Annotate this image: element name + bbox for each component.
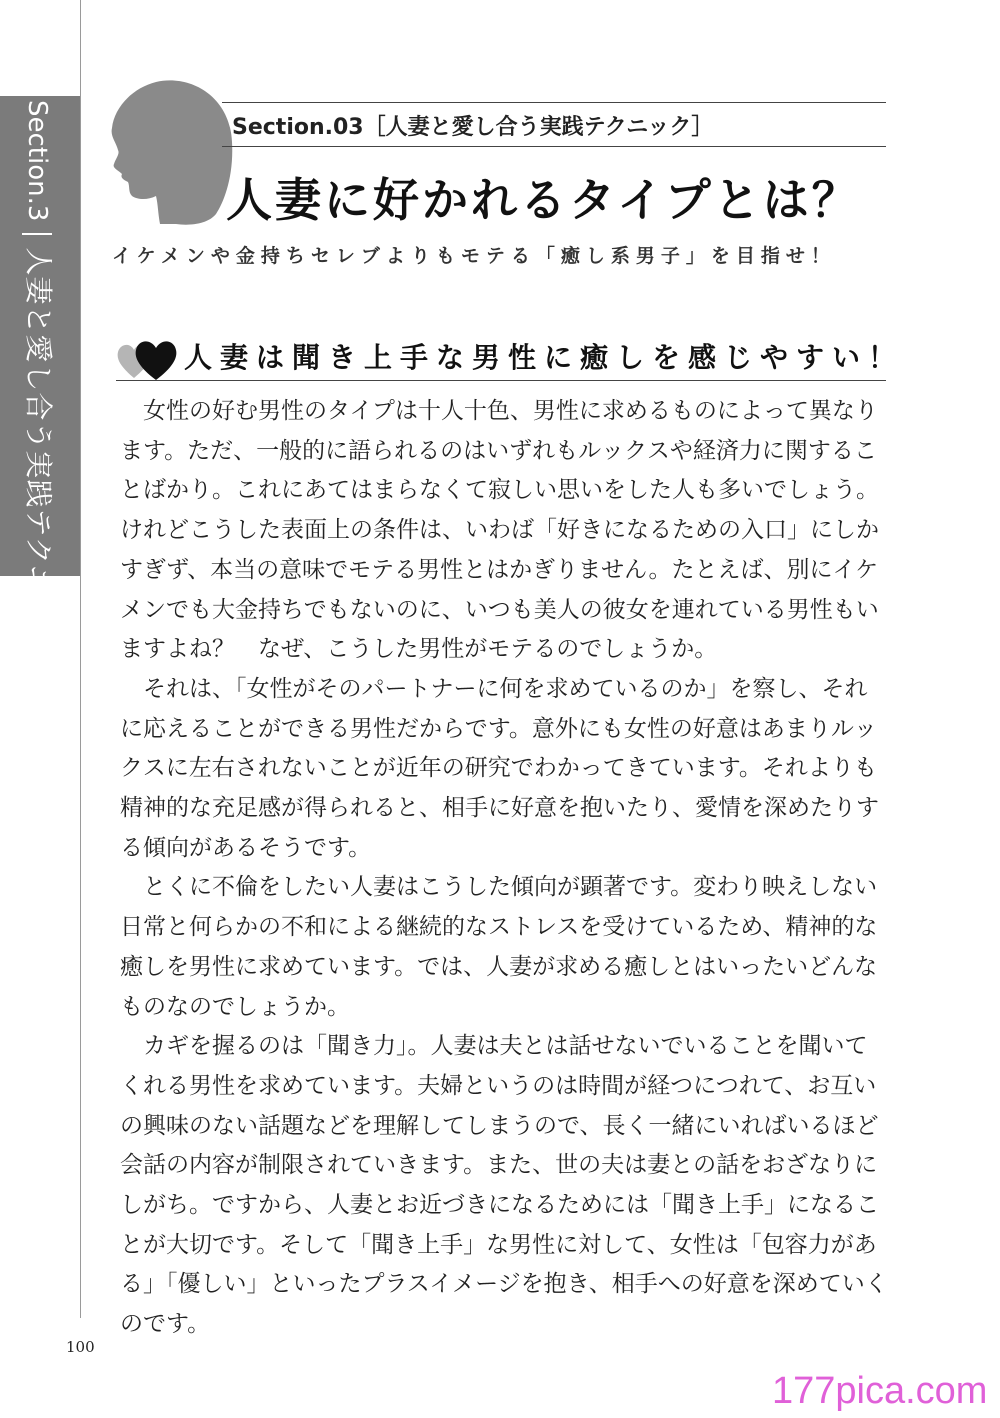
side-tab-title: 人妻と愛し合う実践テクニック bbox=[22, 247, 55, 651]
header-rule-top bbox=[222, 102, 886, 103]
paragraph: 女性の好む男性のタイプは十人十色、男性に求めるものによって異なります。ただ、一般的に語られるのはいずれもルックスや経済力に関することばかり。これにあてはまらなくて寂しい思いをした人も多いでしょう。けれどこうした表面上の条件は、いわば「好きになるための入口」にしかすぎず、本当の意味でモテる男性とはかぎりません。たとえば、別にイケメンでも大金持ちでもないのに、いつも美人の彼女を連れている男性もいますよね？ なぜ、こうした男性がモテるのでしょうか。 bbox=[120, 398, 879, 663]
side-tab-separator bbox=[22, 233, 52, 235]
side-tab-section: Section.3 bbox=[22, 100, 52, 222]
hearts-icon bbox=[116, 338, 180, 382]
margin-line bbox=[80, 0, 81, 1318]
page-number: 100 bbox=[66, 1338, 95, 1356]
heading-underline bbox=[116, 380, 886, 381]
side-tab-label bbox=[20, 100, 60, 651]
body-text bbox=[120, 392, 890, 1345]
watermark: 177pica.com bbox=[772, 1370, 988, 1412]
paragraph: とくに不倫をしたい人妻はこうした傾向が顕著です。変わり映えしない日常と何らかの不和による継続的なストレスを受けているため、精神的な癒しを男性に求めています。では、人妻が求める癒しとはいったいどんなものなのでしょうか。 bbox=[120, 874, 878, 1020]
section-heading: 人妻は聞き上手な男性に癒しを感じやすい！ bbox=[184, 341, 905, 374]
page-title: 人妻に好かれるタイプとは？ bbox=[226, 173, 861, 227]
paragraph: それは、「女性がそのパートナーに何を求めているのか」を察し、それに応えることができる男性だからです。意外にも女性の好意はあまりルックスに左右されないことが近年の研究でわかってきています。それよりも精神的な充足感が得られると、相手に好意を抱いたり、愛情を深めたりする傾向があるそうです。 bbox=[120, 675, 879, 861]
section-label: Section.03［人妻と愛し合う実践テクニック］ bbox=[232, 115, 714, 140]
paragraph: カギを握るのは「聞き力」。人妻は夫とは話せないでいることを聞いてくれる男性を求めています。夫婦というのは時間が経つにつれて、お互いの興味のない話題などを理解してしまうので、長く一緒にいればいるほど会話の内容が制限されていきます。また、世の夫は妻との話をおざなりにしがち。ですから、人妻とお近づきになるためには「聞き上手」になることが大切です。そして「聞き上手」な男性に対して、女性は「包容力がある」「優しい」といったプラスイメージを抱き、相手への好意を深めていくのです。 bbox=[120, 1033, 888, 1338]
header-rule-middle bbox=[222, 146, 886, 147]
page-subtitle: イケメンや金持ちセレブよりもモテる「癒し系男子」を目指せ！ bbox=[112, 245, 836, 267]
woman-silhouette-icon bbox=[98, 78, 238, 228]
